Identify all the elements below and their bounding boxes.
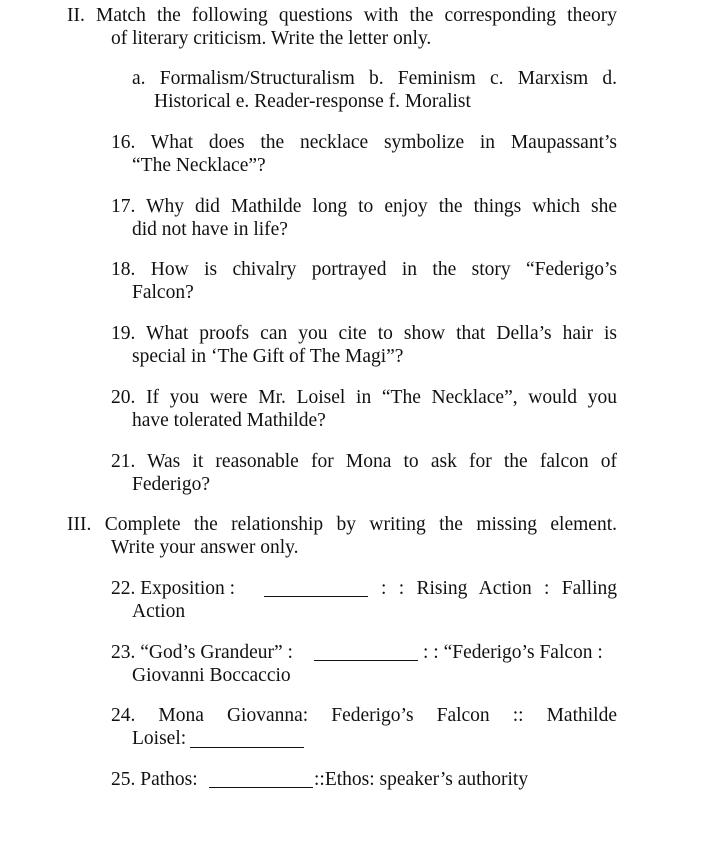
question-20: 20. If you were Mr. Loisel in “The Necklace”, would you: [111, 387, 617, 408]
question-18-cont: Falcon?: [132, 282, 194, 303]
question-19-cont: special in ‘The Gift of The Magi”?: [132, 346, 404, 367]
item-22-part-b: : : Rising Action : Falling: [381, 578, 617, 599]
choices-line-1: a. Formalism/Structuralism b. Feminism c. Marxism d.: [132, 68, 617, 89]
question-20-cont: have tolerated Mathilde?: [132, 410, 326, 431]
choices-line-2: Historical e. Reader-response f. Moralist: [154, 91, 471, 112]
section-iii-instruction: Write your answer only.: [111, 537, 299, 558]
item-23-cont: Giovanni Boccaccio: [132, 665, 291, 686]
item-25-part-b: ::Ethos: speaker’s authority: [314, 769, 529, 790]
item-24-answer-blank[interactable]: [190, 731, 304, 748]
section-ii-instruction: of literary criticism. Write the letter only.: [111, 28, 432, 49]
item-25-answer-blank[interactable]: [209, 771, 313, 788]
item-23-part-b: : : “Federigo’s Falcon :: [423, 642, 603, 663]
item-22-part-a: 22. Exposition :: [111, 578, 236, 599]
section-ii-title: II. Match the following questions with the corresponding theory: [67, 5, 617, 26]
question-17-cont: did not have in life?: [132, 219, 288, 240]
question-16-cont: “The Necklace”?: [132, 155, 266, 176]
item-22-answer-blank[interactable]: [264, 580, 368, 597]
question-18: 18. How is chivalry portrayed in the story “Federigo’s: [111, 259, 617, 280]
question-21-cont: Federigo?: [132, 474, 210, 495]
question-16: 16. What does the necklace symbolize in Maupassant’s: [111, 132, 617, 153]
section-iii-title: III. Complete the relationship by writing the missing element.: [67, 514, 617, 535]
item-25-part-a: 25. Pathos:: [111, 769, 198, 790]
question-21: 21. Was it reasonable for Mona to ask for the falcon of: [111, 451, 617, 472]
item-23-part-a: 23. “God’s Grandeur” :: [111, 642, 293, 663]
question-19: 19. What proofs can you cite to show that Della’s hair is: [111, 323, 617, 344]
item-24: 24. Mona Giovanna: Federigo’s Falcon :: Mathilde: [111, 705, 617, 726]
item-24-cont: Loisel:: [132, 728, 187, 749]
question-17: 17. Why did Mathilde long to enjoy the things which she: [111, 196, 617, 217]
item-22-cont: Action: [132, 601, 186, 622]
item-23-answer-blank[interactable]: [314, 644, 418, 661]
